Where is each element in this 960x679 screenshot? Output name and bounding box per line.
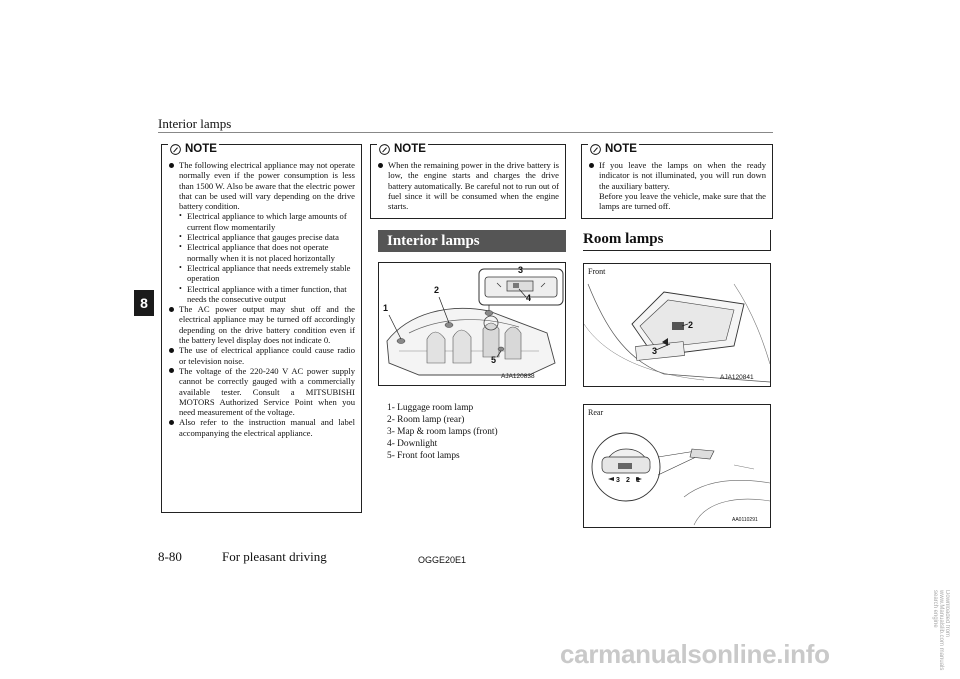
note-body-1: [168, 160, 355, 438]
note-item: The voltage of the 220-240 V AC power supply cannot be correctly gauged with a commercially available tester. Consult a MITSUBISHI MOTORS Authorized Service Point when you need measurement of the voltage.: [168, 366, 355, 417]
front-callout-2: 2: [688, 320, 694, 330]
note-subitem: • Electrical appliance that does not operate normally when it is not placed horizontally: [168, 242, 355, 263]
watermark-small: Downloaded from www.Manualslib.com manuals search engine: [932, 590, 950, 671]
note-item: The use of electrical appliance could cause radio or television noise.: [168, 345, 355, 366]
figure-code: AJA120838: [501, 373, 535, 380]
rear-callout-2: 2: [626, 477, 630, 484]
legend-item: 5- Front foot lamps: [387, 451, 460, 461]
car-interior-illustration: [379, 263, 565, 385]
note-box-2: [370, 144, 566, 219]
rear-lamp-illustration: [584, 405, 770, 527]
footer-section-title: For pleasant driving: [222, 549, 327, 564]
rear-label: Rear: [588, 408, 604, 417]
note-body-2: [377, 160, 559, 211]
note-subitem: • Electrical appliance that needs extremely stable operation: [168, 263, 355, 284]
note-body-3: [588, 160, 766, 211]
front-room-lamp-figure: [583, 263, 771, 387]
watermark: carmanualsonline.info: [560, 639, 830, 669]
legend-item: 3- Map & room lamps (front): [387, 427, 498, 437]
note-header: [168, 143, 219, 155]
callout-3: 3: [518, 265, 524, 275]
note-item-continued: Before you leave the vehicle, make sure that the lamps are turned off.: [599, 190, 766, 212]
room-lamps-rule-end: [770, 230, 771, 251]
callout-2: 2: [434, 285, 440, 295]
note-subitem: • Electrical appliance to which large amounts of current flow momentarily: [168, 211, 355, 232]
rear-figure-code: AA0110291: [732, 517, 758, 523]
section-heading-room-lamps: Room lamps: [583, 231, 664, 247]
rear-room-lamp-figure: [583, 404, 771, 528]
pencil-note-icon: [379, 144, 390, 155]
page-header-title: Interior lamps: [158, 116, 232, 131]
room-lamps-rule: [583, 250, 771, 251]
note-item: The following electrical appliance may not operate normally even if the power consumption is less than 1500 W. Also be aware that the electric power that can be used will vary depending on the drive battery condition.: [168, 160, 355, 211]
interior-lamps-legend: [387, 402, 498, 462]
callout-5: 5: [491, 355, 497, 365]
note-item: Also refer to the instruction manual and label accompanying the electrical appliance.: [168, 417, 355, 438]
front-figure-code: AJA120841: [720, 374, 754, 381]
note-box-1: [161, 144, 362, 513]
front-callout-3: 3: [652, 346, 658, 356]
rear-callout-3: 3: [616, 477, 620, 484]
pencil-note-icon: [590, 144, 601, 155]
page-number: 8-80: [158, 549, 182, 564]
interior-lamps-figure: [378, 262, 566, 386]
note-item: If you leave the lamps on when the ready indicator is not illuminated, you will run down the auxiliary battery.: [588, 160, 766, 191]
note-label: NOTE: [394, 143, 426, 155]
document-code: OGGE20E1: [418, 555, 467, 565]
callout-1: 1: [383, 303, 389, 313]
chapter-tab: 8: [134, 290, 154, 316]
header-rule: [158, 132, 773, 133]
section-heading-interior-lamps: Interior lamps: [378, 230, 566, 252]
legend-item: 1- Luggage room lamp: [387, 403, 474, 413]
note-label: NOTE: [185, 143, 217, 155]
note-subitem: • Electrical appliance with a timer function, that needs the consecutive output: [168, 284, 355, 305]
legend-item: 4- Downlight: [387, 439, 438, 449]
note-header: [377, 143, 428, 155]
note-header: [588, 143, 639, 155]
front-lamp-illustration: [584, 264, 770, 386]
note-item: When the remaining power in the drive battery is low, the engine starts and charges the drive battery automatically. Be careful not to run out of fuel since it will be consumed when the engine starts.: [377, 160, 559, 211]
legend-item: 2- Room lamp (rear): [387, 415, 465, 425]
note-subitem: • Electrical appliance that gauges precise data: [168, 232, 355, 242]
rear-callout-1: 1: [636, 477, 640, 484]
front-label: Front: [588, 267, 606, 276]
note-label: NOTE: [605, 143, 637, 155]
callout-4: 4: [526, 293, 532, 303]
note-item: The AC power output may shut off and the electrical appliance may be turned off accordingly depending on the drive battery condition even if the battery level display does not indicate 0.: [168, 304, 355, 345]
note-box-3: [581, 144, 773, 219]
pencil-note-icon: [170, 144, 181, 155]
